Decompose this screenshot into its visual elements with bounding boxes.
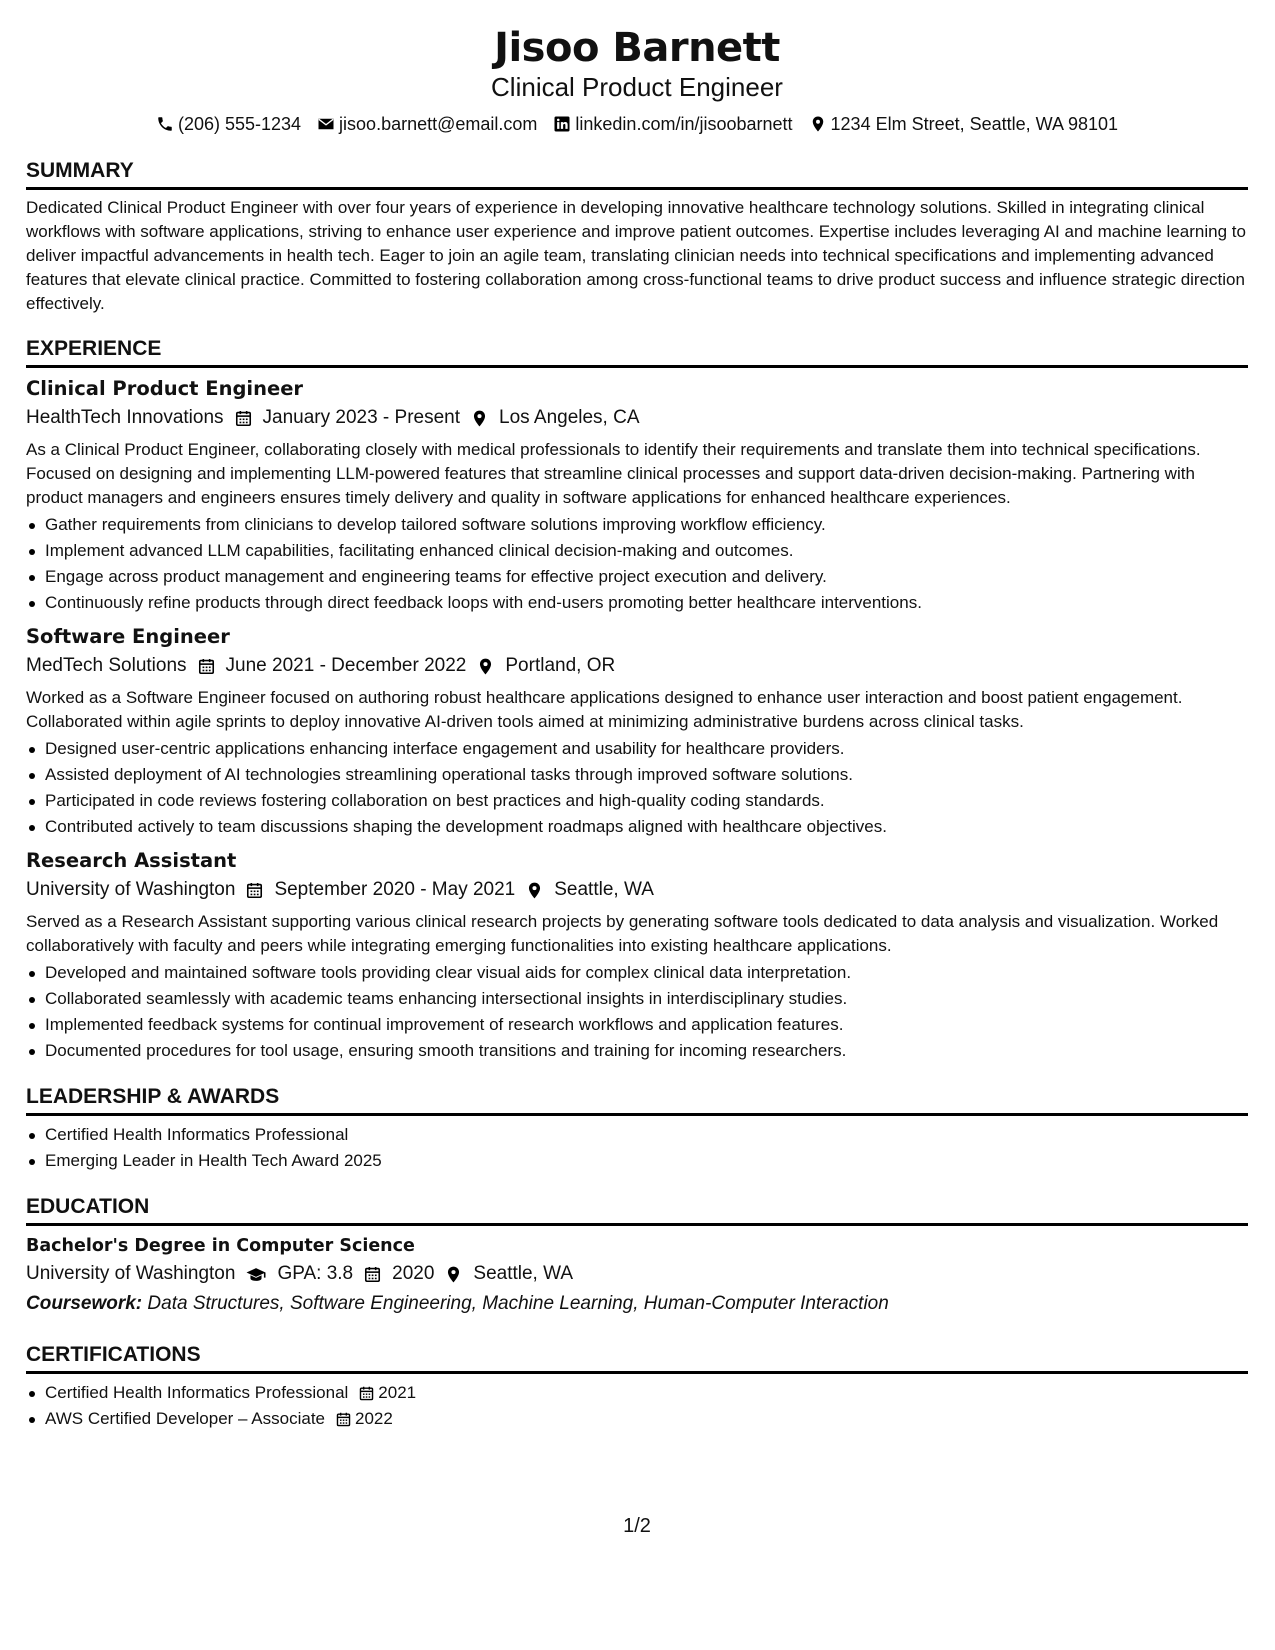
list-item: Designed user-centric applications enhancing interface engagement and usability for healthcare providers. [26,736,1248,762]
resume-page [26,22,1248,1537]
job-company: University of Washington [26,879,236,900]
list-item: Assisted deployment of AI technologies streamlining operational tasks through improved software solutions. [26,762,1248,788]
job-description: Worked as a Software Engineer focused on authoring robust healthcare applications designed to enhance user interaction and boost patient engagement. Collaborated within agile sprints to deploy innovative AI-driven tools aimed at minimizing administrative burdens across clinical tasks. [26,688,1183,731]
list-item: Implement advanced LLM capabilities, facilitating enhanced clinical decision-making and outcomes. [26,538,1248,564]
cert-name: Certified Health Informatics Professional [45,1383,349,1402]
list-item: Participated in code reviews fostering collaboration on best practices and high-quality coding standards. [26,788,1248,814]
location-icon [444,1265,463,1284]
job-location: Los Angeles, CA [499,407,640,428]
job-bullets [26,960,1248,1064]
coursework-label: Coursework: [26,1293,143,1314]
list-item: Gather requirements from clinicians to develop tailored software solutions improving workflow efficiency. [26,512,1248,538]
job-meta [26,876,1248,904]
list-item [26,1380,1248,1406]
email-icon [317,115,335,133]
job-entry [26,624,1248,840]
list-item [26,1406,1248,1432]
location-icon [809,115,827,133]
linkedin-icon [553,115,571,133]
calendar-icon [197,657,216,676]
job-meta [26,404,1248,432]
section-title-leadership: LEADERSHIP & AWARDS [26,1084,1248,1116]
education-degree: Bachelor's Degree in Computer Science [26,1236,415,1256]
job-bullets [26,512,1248,616]
job-title: Software Engineer [26,625,230,648]
page-number: 1/2 [623,1515,651,1537]
education-coursework [26,1290,1248,1318]
education-school: University of Washington [26,1263,236,1284]
section-title-certifications: CERTIFICATIONS [26,1342,1248,1374]
section-title-summary: SUMMARY [26,158,1248,190]
job-dates: January 2023 - Present [262,407,461,428]
candidate-role: Clinical Product Engineer [491,72,783,102]
job-entry [26,376,1248,616]
phone-icon [156,115,174,133]
job-company: MedTech Solutions [26,655,187,676]
contact-linkedin[interactable]: linkedin.com/in/jisoobarnett [553,112,792,136]
job-location: Seattle, WA [554,879,654,900]
job-title: Clinical Product Engineer [26,377,304,400]
section-title-experience: EXPERIENCE [26,336,1248,368]
contact-bar [26,112,1248,136]
contact-address: 1234 Elm Street, Seattle, WA 98101 [809,112,1119,136]
list-item: Engage across product management and engineering teams for effective project execution and delivery. [26,564,1248,590]
calendar-icon [245,881,264,900]
job-dates: September 2020 - May 2021 [274,879,516,900]
list-item: Contributed actively to team discussions shaping the development roadmaps aligned with healthcare objectives. [26,814,1248,840]
list-item: Emerging Leader in Health Tech Award 2025 [26,1148,1248,1174]
job-entry [26,848,1248,1064]
location-icon [470,409,489,428]
list-item: Continuously refine products through direct feedback loops with end-users promoting better healthcare interventions. [26,590,1248,616]
list-item: Documented procedures for tool usage, ensuring smooth transitions and training for incoming researchers. [26,1038,1248,1064]
cert-year: 2022 [355,1409,393,1428]
education-year: 2020 [392,1263,435,1284]
job-bullets [26,736,1248,840]
contact-phone[interactable]: (206) 555-1234 [156,112,301,136]
job-description: Served as a Research Assistant supporting various clinical research projects by generating software tools dedicated to data analysis and visualization. Worked collaboratively with faculty and peers while integrating emerging functionalities into existing healthcare applications. [26,912,1219,955]
certifications-list [26,1380,1248,1432]
calendar-icon [234,409,253,428]
summary-text: Dedicated Clinical Product Engineer with over four years of experience in developing innovative healthcare technology solutions. Skilled in integrating clinical workflows with software applications, striving to enhance user experience and improve patient outcomes. Expertise includes leveraging AI and machine learning to deliver impactful advancements in health tech. Eager to join an agile team, translating clinician needs into technical specifications and implementing advanced features that elevate clinical practice. Committed to fostering collaboration among cross-functional teams to drive product success and influence strategic direction effectively. [26,198,1246,313]
job-title: Research Assistant [26,849,237,872]
job-meta [26,652,1248,680]
list-item: Implemented feedback systems for continual improvement of research workflows and application features. [26,1012,1248,1038]
section-title-education: EDUCATION [26,1194,1248,1226]
cert-year: 2021 [378,1383,417,1402]
list-item: Developed and maintained software tools providing clear visual aids for complex clinical data interpretation. [26,960,1248,986]
job-company: HealthTech Innovations [26,407,224,428]
education-location: Seattle, WA [473,1263,574,1284]
education-gpa: GPA: 3.8 [277,1263,354,1284]
job-dates: June 2021 - December 2022 [225,655,467,676]
contact-email[interactable]: jisoo.barnett@email.com [317,112,537,136]
graduation-cap-icon [245,1265,267,1284]
location-icon [476,657,495,676]
coursework-list: Data Structures, Software Engineering, Machine Learning, Human-Computer Interaction [147,1293,889,1314]
calendar-icon [358,1385,375,1402]
calendar-icon [363,1265,382,1284]
list-item: Collaborated seamlessly with academic teams enhancing intersectional insights in interdisciplinary studies. [26,986,1248,1012]
education-meta [26,1260,1248,1288]
candidate-name: Jisoo Barnett [494,25,780,71]
cert-name: AWS Certified Developer – Associate [45,1409,325,1428]
list-item: Certified Health Informatics Professional [26,1122,1248,1148]
job-location: Portland, OR [505,655,616,676]
calendar-icon [335,1411,352,1428]
leadership-list [26,1122,1248,1174]
job-description: As a Clinical Product Engineer, collaborating closely with medical professionals to identify their requirements and translate them into technical specifications. Focused on designing and implementing LLM-powered features that streamline clinical processes and support data-driven decision-making. Partnering with product managers and engineers ensures timely delivery and quality in software applications for enhanced healthcare experiences. [26,440,1201,507]
location-icon [525,881,544,900]
